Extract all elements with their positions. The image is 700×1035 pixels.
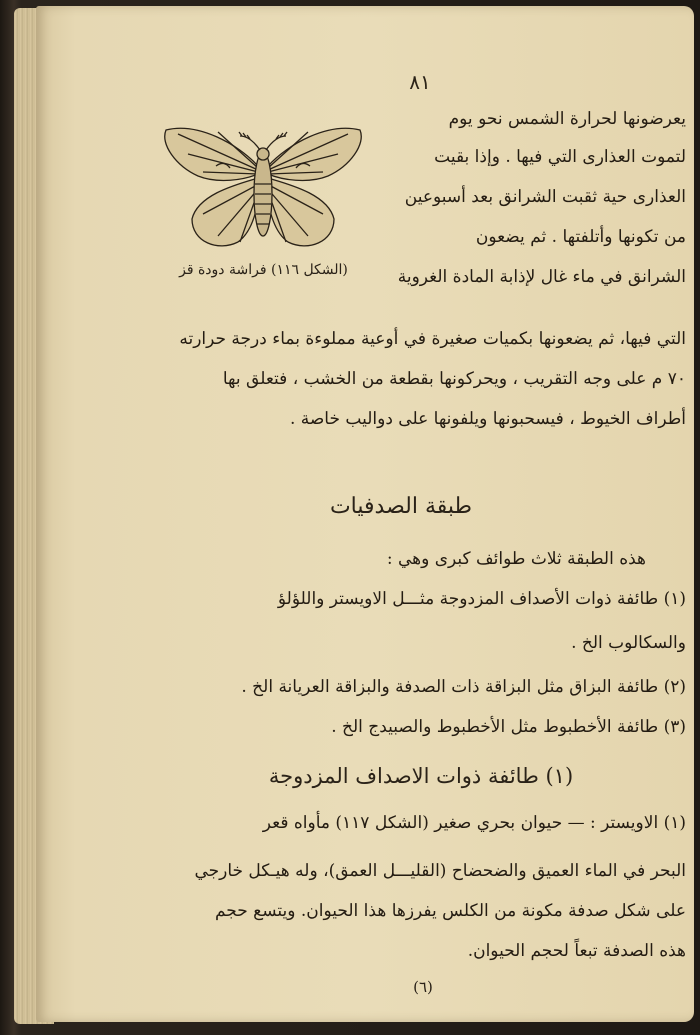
list-item: (٢) طائفة البزاق مثل البزاقة ذات الصدفة والبزاقة العريانة الخ . bbox=[241, 677, 686, 697]
signature-number: (٦) bbox=[413, 978, 433, 996]
figure-116 bbox=[158, 114, 368, 259]
text-line: العذارى حية ثقبت الشرانق بعد أسبوعين bbox=[404, 187, 686, 207]
moth-icon bbox=[158, 114, 368, 259]
body-line: على شكل صدفة مكونة من الكلس يفرزها هذا الحيوان. ويتسع حجم bbox=[214, 901, 686, 921]
class-list bbox=[136, 546, 686, 976]
wrap-paragraph bbox=[386, 106, 686, 326]
subsection-title: (١) طائفة ذوات الاصداف المزدوجة bbox=[268, 764, 574, 788]
body-line: هذه الصدفة تبعاً لحجم الحيوان. bbox=[467, 941, 686, 961]
text-line: يعرضونها لحرارة الشمس نحو يوم bbox=[448, 109, 686, 129]
list-intro: هذه الطبقة ثلاث طوائف كبرى وهي : bbox=[386, 549, 646, 569]
page-number: ٨١ bbox=[409, 70, 431, 94]
section-title: طبقة الصدفيات bbox=[329, 494, 473, 519]
text-line: ٧٠ م على وجه التقريب ، ويحركونها بقطعة من الخشب ، فتعلق بها bbox=[222, 369, 686, 389]
list-item: (١) طائفة ذوات الأصداف المزدوجة مثـــل الاويستر واللؤلؤ bbox=[277, 589, 686, 609]
text-line: التي فيها، ثم يضعونها بكميات صغيرة في أوعية مملوءة بماء درجة حرارته bbox=[179, 329, 686, 349]
body-line: (١) الاويستر : — حيوان بحري صغير (الشكل ١١٧) مأواه قعر bbox=[262, 813, 686, 833]
full-paragraph bbox=[136, 326, 686, 456]
text-line: أطراف الخيوط ، فيسحبونها ويلفونها على دواليب خاصة . bbox=[289, 409, 686, 429]
text-line: الشرانق في ماء غال لإذابة المادة الغروية bbox=[397, 267, 686, 287]
list-item-continuation: والسكالوب الخ . bbox=[571, 633, 686, 653]
text-line: من تكونها وأتلفتها . ثم يضعون bbox=[475, 227, 686, 247]
book-page bbox=[36, 6, 694, 1022]
list-item: (٣) طائفة الأخطبوط مثل الأخطبوط والصبيدج الخ . bbox=[331, 717, 686, 737]
figure-caption: (الشكل ١١٦) فراشة دودة قز bbox=[179, 262, 348, 278]
text-line: لتموت العذارى التي فيها . وإذا بقيت bbox=[434, 147, 686, 167]
body-line: البحر في الماء العميق والضحضاح (القليـــل العمق)، وله هيـكل خارجي bbox=[194, 861, 686, 881]
